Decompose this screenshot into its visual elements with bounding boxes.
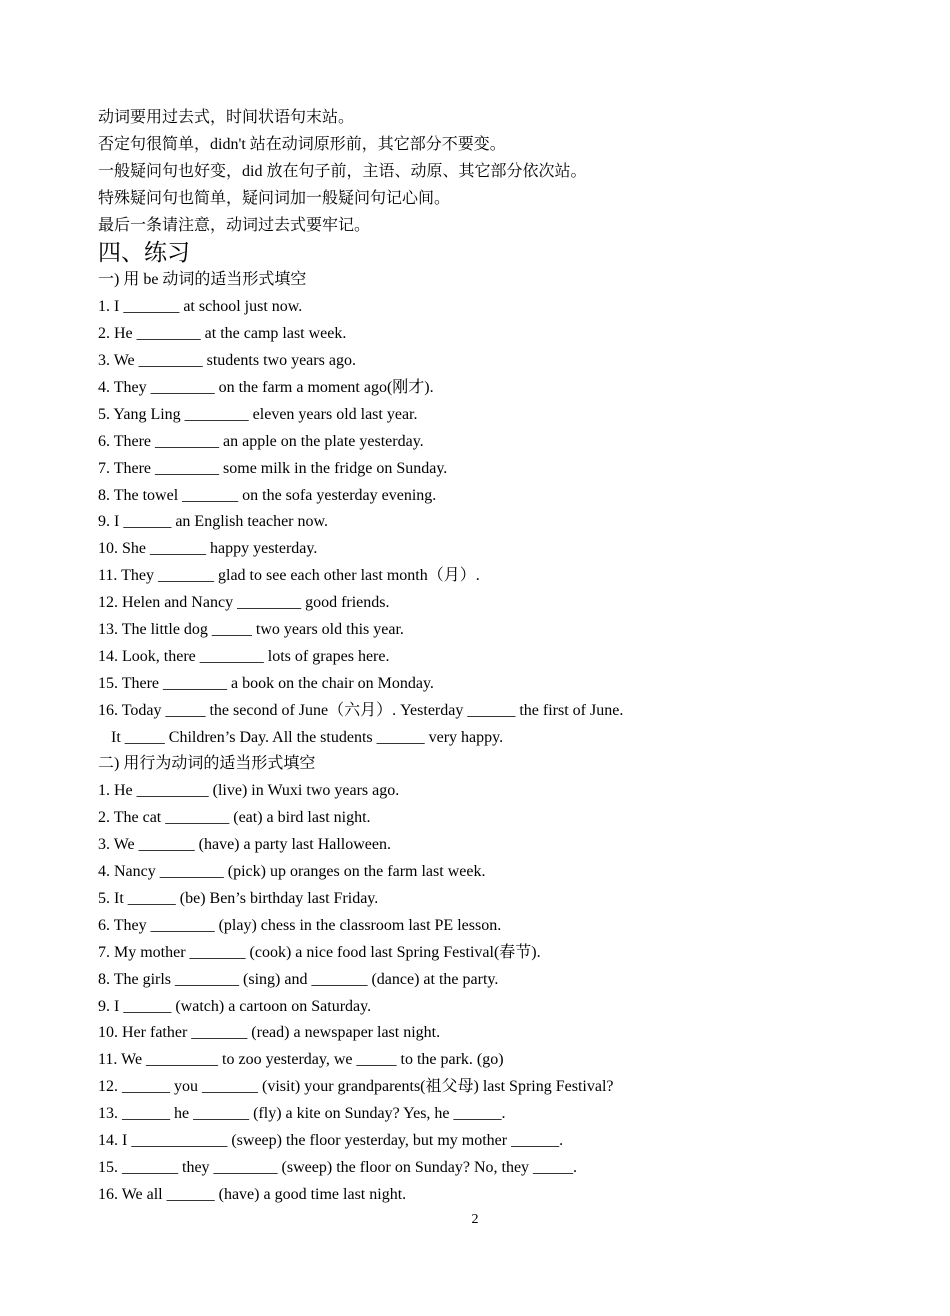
exercise-item: 9. I ______ (watch) a cartoon on Saturday. — [98, 997, 372, 1015]
exercise-item: 4. Nancy ________ (pick) up oranges on the farm last week. — [98, 863, 486, 881]
exercise-item: 15. _______ they ________ (sweep) the floor on Sunday? No, they _____. — [98, 1158, 578, 1176]
exercise-item: 10. Her father _______ (read) a newspaper last night. — [98, 1024, 441, 1042]
exercise-item: 6. There ________ an apple on the plate yesterday. — [98, 432, 424, 450]
exercise-item: 1. He _________ (live) in Wuxi two years ago. — [98, 782, 400, 800]
exercise-item: 5. It ______ (be) Ben’s birthday last Friday. — [98, 889, 379, 907]
exercise-item: 7. My mother _______ (cook) a nice food last Spring Festival(春节). — [98, 943, 541, 961]
exercise-item: 6. They ________ (play) chess in the classroom last PE lesson. — [98, 916, 502, 934]
exercise-item: 16. Today _____ the second of June（六月）. Yesterday ______ the first of June. — [98, 701, 624, 719]
part1-title: 一) 用 be 动词的适当形式填空 — [98, 271, 307, 289]
exercise-item: 1. I _______ at school just now. — [98, 298, 303, 316]
exercise-item: 12. ______ you _______ (visit) your grandparents(祖父母) last Spring Festival? — [98, 1078, 614, 1096]
exercise-item: 8. The girls ________ (sing) and _______ (dance) at the party. — [98, 970, 499, 988]
exercise-item: 14. I ____________ (sweep) the floor yesterday, but my mother ______. — [98, 1131, 564, 1149]
page-number: 2 — [471, 1212, 479, 1227]
exercise-item: 13. The little dog _____ two years old this year. — [98, 621, 404, 639]
exercise-item: 8. The towel _______ on the sofa yesterday evening. — [98, 486, 437, 504]
exercise-item: 2. The cat ________ (eat) a bird last night. — [98, 809, 371, 827]
exercise-item: 13. ______ he _______ (fly) a kite on Sunday? Yes, he ______. — [98, 1105, 506, 1123]
exercise-item: 9. I ______ an English teacher now. — [98, 513, 329, 531]
exercise-item: 2. He ________ at the camp last week. — [98, 325, 347, 343]
part2-title: 二) 用行为动词的适当形式填空 — [98, 755, 316, 773]
rule-line: 否定句很简单，didn't 站在动词原形前，其它部分不要变。 — [98, 135, 506, 153]
exercise-item: 11. We _________ to zoo yesterday, we _____ to the park. (go) — [98, 1051, 504, 1069]
exercise-item: 3. We ________ students two years ago. — [98, 352, 356, 370]
rule-line: 特殊疑问句也简单，疑问词加一般疑问句记心间。 — [98, 189, 451, 207]
exercise-item: 12. Helen and Nancy ________ good friends. — [98, 594, 390, 612]
exercise-item: 11. They _______ glad to see each other last month（月）. — [98, 567, 480, 585]
exercise-item: 14. Look, there ________ lots of grapes here. — [98, 647, 390, 665]
document-page — [98, 105, 898, 1209]
rule-line: 最后一条请注意，动词过去式要牢记。 — [98, 216, 371, 234]
exercise-item: 3. We _______ (have) a party last Halloween. — [98, 836, 391, 854]
exercise-item: 16. We all ______ (have) a good time last night. — [98, 1185, 407, 1203]
exercise-item: 15. There ________ a book on the chair on Monday. — [98, 674, 434, 692]
exercise-item: 4. They ________ on the farm a moment ago(刚才). — [98, 379, 434, 397]
exercise-item: 7. There ________ some milk in the fridge on Sunday. — [98, 459, 448, 477]
rule-line: 一般疑问句也好变，did 放在句子前，主语、动原、其它部分依次站。 — [98, 162, 587, 180]
exercise-item: 5. Yang Ling ________ eleven years old last year. — [98, 405, 418, 423]
exercise-item-continuation: It _____ Children’s Day. All the students ______ very happy. — [111, 728, 504, 746]
rule-line: 动词要用过去式，时间状语句末站。 — [98, 109, 355, 126]
section-heading: 四、练习 — [98, 240, 190, 266]
exercise-item: 10. She _______ happy yesterday. — [98, 540, 318, 558]
